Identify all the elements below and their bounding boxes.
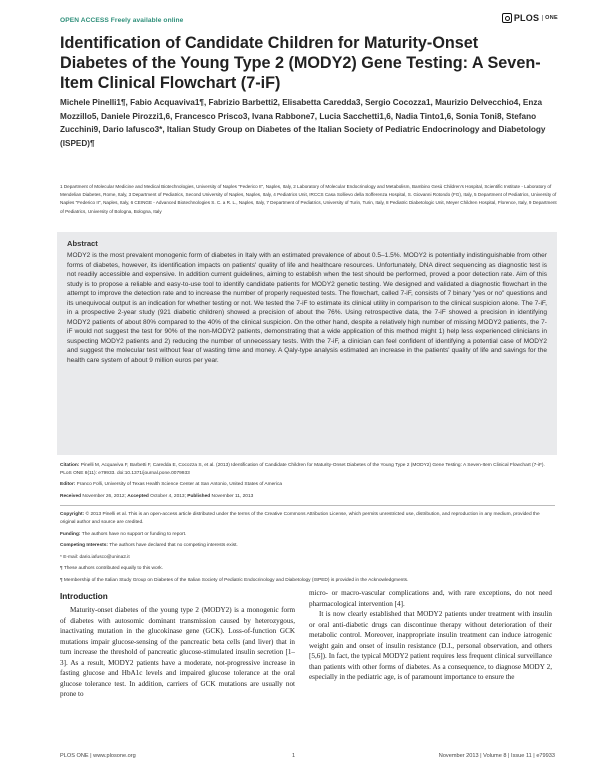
- email[interactable]: * E-mail: dario.iafusco@unina2.it: [60, 554, 130, 560]
- paper-title: Identification of Candidate Children for Maturity-Onset Diabetes of the Young Type 2 (MODY2) Gene Testing: A Seven-Item Clinical Flowchart (7-iF): [60, 34, 541, 92]
- logo-one-text: ONE: [542, 15, 558, 21]
- funding: Funding: The authors have no support or funding to report.: [60, 531, 187, 537]
- competing-interests: Competing Interests: The authors have declared that no competing interests exist.: [60, 543, 238, 549]
- abstract-box: [57, 232, 557, 455]
- intro-right-paragraph-2: It is now clearly established that MODY2 patients under treatment with insulin or oral anti-diabetic drugs can discontinue therapy without deterioration of their metabolic control. Moreover, inappropriate insulin treatment can induce iatrogenic weight gain and onset of insulin resistance (D.I., personal observation, and others [5,6]). In fact, the typical MODY2 patient requires less frequent clinical surveillance than patients with other forms of diabetes. As a consequence, to diagnose MODY 2, especially in the pediatric age, is of paramount importance to ensure the: [309, 610, 552, 681]
- copyright: Copyright: © 2013 Pinelli et al. This is an open-access article distributed under the terms of the Creative Commons Attribution License, which permits unrestricted use, distribution, and reproduction in any medium, provided the original author and source are credited.: [60, 512, 540, 525]
- article-metadata: [60, 462, 555, 589]
- editor: Editor: Franco Folli, University of Texas Health Science Center at San Antonio, United States of America: [60, 482, 283, 488]
- open-access-label: OPEN ACCESS Freely available online: [60, 17, 184, 24]
- abstract-heading: Abstract: [67, 239, 98, 248]
- plos-logo-icon: [502, 13, 512, 23]
- intro-left-column: Maturity-onset diabetes of the young type 2 (MODY2) is a monogenic form of diabetes with autosomic dominant transmission caused by heterozygous, inactivating mutation in the glucokinase gene (GCK). Loss-of-function GCK mutations impair glucose-sensing of the pancreatic beta cells (and liver) that in turn increase the threshold of pancreatic glucose-stimulated insulin secretion [1–3]. As a result, MODY2 patients have a moderate, not-progressive increase in fasting glucose and HbA1c levels and impaired glucose tolerance at the oral glucose tolerance test. In addition, carriers of GCK mutations are usually not prone to: [60, 606, 295, 698]
- footer-page-number: 1: [292, 753, 296, 759]
- affiliations: 1 Department of Molecular Medicine and Medical Biotechnologies, University of Naples "Federico II", Naples, Italy, 2 Laboratory of Molecular Endocrinology and Metabolism, Bambino Gesù Children's Hospital, Scientific Institute - Laboratory of Mendelian Diabetes, Rome, Italy, 3 Department of Pediatrics, Second University of Naples, Naples, Italy, 4 Pediatrics Unit, IRCCS Casa Sollievo della Sofferenza Hospital, S. Giovanni Rotondo (FG), Italy, 5 Department of Pediatrics, University of Naples "Federico II", Naples, Italy, 6 CEINGE - Advanced Biotechnologies S. C. a R. L., Naples, Italy, 7 Department of Pediatrics, University of Turin, Turin, Italy, 8 Pediatric Diabetologic Unit, Meyer Children Hospital, Florence, Italy, 9 Department of Pediatrics, University of Bologna, Bologna, Italy: [60, 184, 557, 214]
- introduction-heading: Introduction: [60, 592, 108, 601]
- divider: [60, 505, 555, 506]
- citation: Citation: Pinelli M, Acquaviva F, Barbetti F, Caredda E, Cocozza S, et al. (2013) Identification of Candidate Children for Maturity-Onset Diabetes of the Young Type 2 (MODY2) Gene Testing: A Seven-Item Clinical Flowchart (7-iF). PLoS ONE 8(11): e79933. doi:10.1371/journal.pone.0079933: [60, 463, 545, 476]
- dates: Received November 26, 2012; Accepted October 4, 2013; Published November 11, 2013: [60, 493, 254, 499]
- footer-issue: November 2013 | Volume 8 | Issue 11 | e79933: [438, 753, 555, 759]
- footer-journal: PLOS ONE | www.plosone.org: [60, 753, 136, 759]
- membership-note: ¶ Membership of the Italian Study Group on Diabetes of the Italian Society of Pediatric Endocrinology and Diabetology (ISPED) is provided in the Acknowledgments.: [60, 577, 409, 583]
- intro-right-column: [309, 588, 552, 683]
- equal-contribution-note: ¶ These authors contributed equally to this work.: [60, 566, 164, 572]
- abstract-text: MODY2 is the most prevalent monogenic form of diabetes in Italy with an estimated prevalence of about 0.5–1.5%. MODY2 is potentially indistinguishable from other forms of diabetes, however, its identification impacts on patients' quality of life and healthcare resources. Unfortunately, DNA direct sequencing as diagnostic test is not readily accessible and expensive. In addition current guidelines, aiming to establish when the test should be performed, proved a poor detection rate. Aim of this study is to propose a reliable and easy-to-use tool to identify candidate patients for MODY2 genetic testing. We designed and validated a diagnostic flowchart in the attempt to improve the detection rate and to increase the number of properly requested tests. The flowchart, called 7-iF, consists of 7 binary "yes or no" questions and its unequivocal output is an indication for whether testing or not. We tested the 7-iF to estimate its clinical utility in comparison to the clinical suspicion alone. The 7-iF, in a prospective 2-year study (921 diabetic children) showed a precision of about the 76%. Using retrospective data, the 7-iF showed a precision in identifying MODY2 patients of about 80% compared to the 40% of the clinical suspicion. On the other hand, despite a relatively high number of missing MODY2 patients, the 7-iF would not suggest the test for 90% of the non-MODY2 patients, demonstrating that a wide application of this method might 1) help less experienced clinicians in suspecting MODY2 patients and 2) reducing the number of unnecessary tests. With the 7-iF, a clinician can feel confident of identifying a potential case of MODY2 and suggest the molecular test without fear of wasting time and money. A Qaly-type analysis estimated an increase in the patients' quality of life and savings for the health care system of about 9 million euros per year.: [67, 252, 547, 364]
- logo-plos-text: PLOS: [513, 13, 540, 23]
- plos-one-logo: [502, 13, 558, 23]
- author-list: Michele Pinelli1¶, Fabio Acquaviva1¶, Fabrizio Barbetti2, Elisabetta Caredda3, Sergio Cocozza1, Maurizio Delvecchio4, Enza Mozzillo5, Daniele Pirozzi1,6, Francesco Prisco3, Ivana Rabbone7, Lucia Sacchetti1,6, Nadia Tinto1,6, Sonia Toni8, Stefano Zucchini9, Dario Iafusco3*, Italian Study Group on Diabetes of the Italian Society of Pediatric Endocrinology and Diabetology (ISPED)¶: [60, 98, 546, 148]
- intro-right-paragraph-1: micro- or macro-vascular complications and, with rare exceptions, do not need pharmacological intervention [4].: [309, 589, 552, 608]
